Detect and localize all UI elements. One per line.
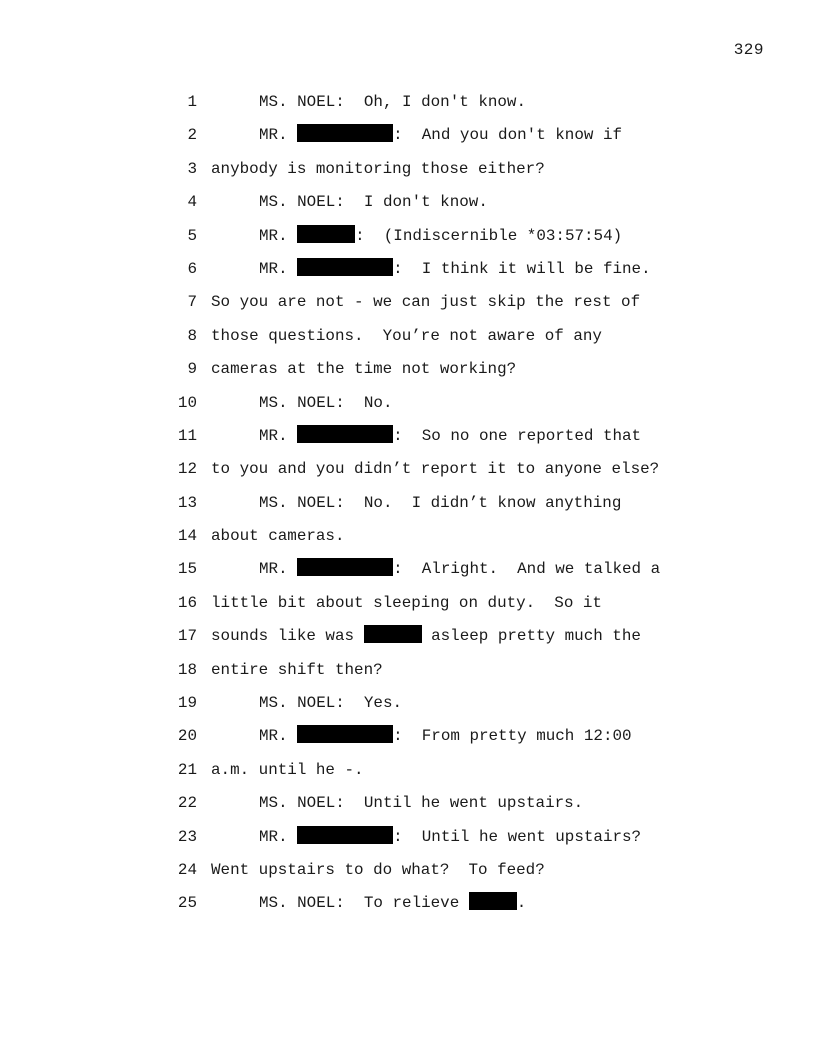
- line-number: 2: [187, 126, 197, 145]
- transcript-line: [0, 86, 816, 119]
- line-number: 3: [187, 159, 197, 178]
- line-number: 7: [187, 293, 197, 312]
- line-text-after-redaction: : From pretty much 12:00: [393, 727, 632, 746]
- line-text-after-redaction: .: [516, 894, 527, 913]
- line-text: [259, 887, 526, 920]
- line-text-before-redaction: MR.: [259, 426, 298, 445]
- line-text: MS. NOEL: Until he went upstairs.: [259, 794, 584, 813]
- line-text: MS. NOEL: No. I didn’t know anything: [259, 493, 622, 512]
- redaction-bar: [297, 258, 393, 276]
- line-text-before-redaction: MR.: [259, 827, 298, 846]
- line-text-before-redaction: MR.: [259, 126, 298, 145]
- transcript-line: [0, 253, 816, 286]
- line-text-after-redaction: : Until he went upstairs?: [393, 827, 642, 846]
- transcript-line: [0, 620, 816, 653]
- redaction-bar: [297, 425, 393, 443]
- line-number: 16: [177, 593, 197, 612]
- transcript-line: [0, 420, 816, 453]
- transcript-line: [0, 787, 816, 820]
- redaction-bar: [297, 225, 355, 243]
- redaction-bar: [297, 826, 393, 844]
- line-text-after-redaction: asleep pretty much the: [421, 627, 641, 646]
- line-text: [259, 420, 641, 453]
- line-text-after-redaction: : And you don't know if: [393, 126, 623, 145]
- line-number: 9: [187, 360, 197, 379]
- line-text-after-redaction: : So no one reported that: [393, 426, 642, 445]
- transcript-line: [0, 821, 816, 854]
- line-text: [259, 553, 660, 586]
- line-text: [259, 119, 622, 152]
- line-text: little bit about sleeping on duty. So it: [211, 593, 602, 612]
- transcript-line: [0, 687, 816, 720]
- line-text: [259, 821, 641, 854]
- line-text-before-redaction: MR.: [259, 226, 298, 245]
- line-number: 22: [177, 794, 197, 813]
- line-text: MS. NOEL: I don't know.: [259, 193, 488, 212]
- line-text: MS. NOEL: No.: [259, 393, 393, 412]
- line-text-before-redaction: MR.: [259, 727, 298, 746]
- line-text: those questions. You’re not aware of any: [211, 326, 602, 345]
- redaction-bar: [364, 625, 422, 643]
- transcript-line: [0, 720, 816, 753]
- line-text: MS. NOEL: Oh, I don't know.: [259, 93, 527, 111]
- line-number: 25: [177, 894, 197, 913]
- line-text: about cameras.: [211, 527, 345, 546]
- transcript-line: [0, 320, 816, 353]
- transcript-line: [0, 186, 816, 219]
- redaction-bar: [469, 892, 517, 910]
- redaction-bar: [297, 558, 393, 576]
- line-text: MS. NOEL: Yes.: [259, 694, 403, 713]
- transcript-line: [0, 520, 816, 553]
- line-text: [211, 620, 641, 653]
- line-text-before-redaction: sounds like was: [211, 627, 364, 646]
- line-number: 13: [177, 493, 197, 512]
- redaction-bar: [297, 725, 393, 743]
- transcript-line: [0, 119, 816, 152]
- line-number: 24: [177, 860, 197, 879]
- line-number: 11: [177, 426, 197, 445]
- transcript-line: [0, 286, 816, 319]
- line-number: 19: [177, 694, 197, 713]
- line-text-before-redaction: MR.: [259, 560, 298, 579]
- line-number: 21: [177, 760, 197, 779]
- transcript-line: [0, 854, 816, 887]
- line-text-before-redaction: MR.: [259, 259, 298, 278]
- line-text: entire shift then?: [211, 660, 383, 679]
- line-text: cameras at the time not working?: [211, 360, 517, 379]
- transcript-line: [0, 153, 816, 186]
- line-text: to you and you didn’t report it to anyone else?: [211, 460, 660, 479]
- transcript-line: [0, 587, 816, 620]
- transcript-line: [0, 220, 816, 253]
- transcript-line: [0, 487, 816, 520]
- line-text: [259, 220, 622, 253]
- transcript-line: [0, 754, 816, 787]
- line-number: 15: [177, 560, 197, 579]
- line-text: anybody is monitoring those either?: [211, 159, 545, 178]
- line-text-after-redaction: : Alright. And we talked a: [393, 560, 661, 579]
- line-text: [259, 720, 632, 753]
- line-text: Went upstairs to do what? To feed?: [211, 860, 545, 879]
- transcript-line: [0, 453, 816, 486]
- line-text: So you are not - we can just skip the rest of: [211, 293, 641, 312]
- line-number: 4: [187, 193, 197, 212]
- transcript-line: [0, 887, 816, 920]
- line-number: 18: [177, 660, 197, 679]
- transcript-line: [0, 553, 816, 586]
- line-number: 5: [187, 226, 197, 245]
- transcript-body: [0, 86, 816, 921]
- line-text-after-redaction: : I think it will be fine.: [393, 259, 651, 278]
- line-number: 14: [177, 527, 197, 546]
- line-number: 20: [177, 727, 197, 746]
- line-number: 17: [177, 627, 197, 646]
- line-number: 6: [187, 259, 197, 278]
- line-number: 1: [187, 93, 197, 111]
- transcript-line: [0, 353, 816, 386]
- transcript-line: [0, 387, 816, 420]
- line-number: 12: [177, 460, 197, 479]
- line-text-after-redaction: : (Indiscernible *03:57:54): [355, 226, 623, 245]
- transcript-line: [0, 654, 816, 687]
- line-number: 10: [177, 393, 197, 412]
- line-text-before-redaction: MS. NOEL: To relieve: [259, 894, 469, 913]
- page-number: 329: [733, 41, 764, 59]
- line-text: a.m. until he -.: [211, 760, 364, 779]
- line-text: [259, 253, 651, 286]
- redaction-bar: [297, 124, 393, 142]
- line-number: 23: [177, 827, 197, 846]
- line-number: 8: [187, 326, 197, 345]
